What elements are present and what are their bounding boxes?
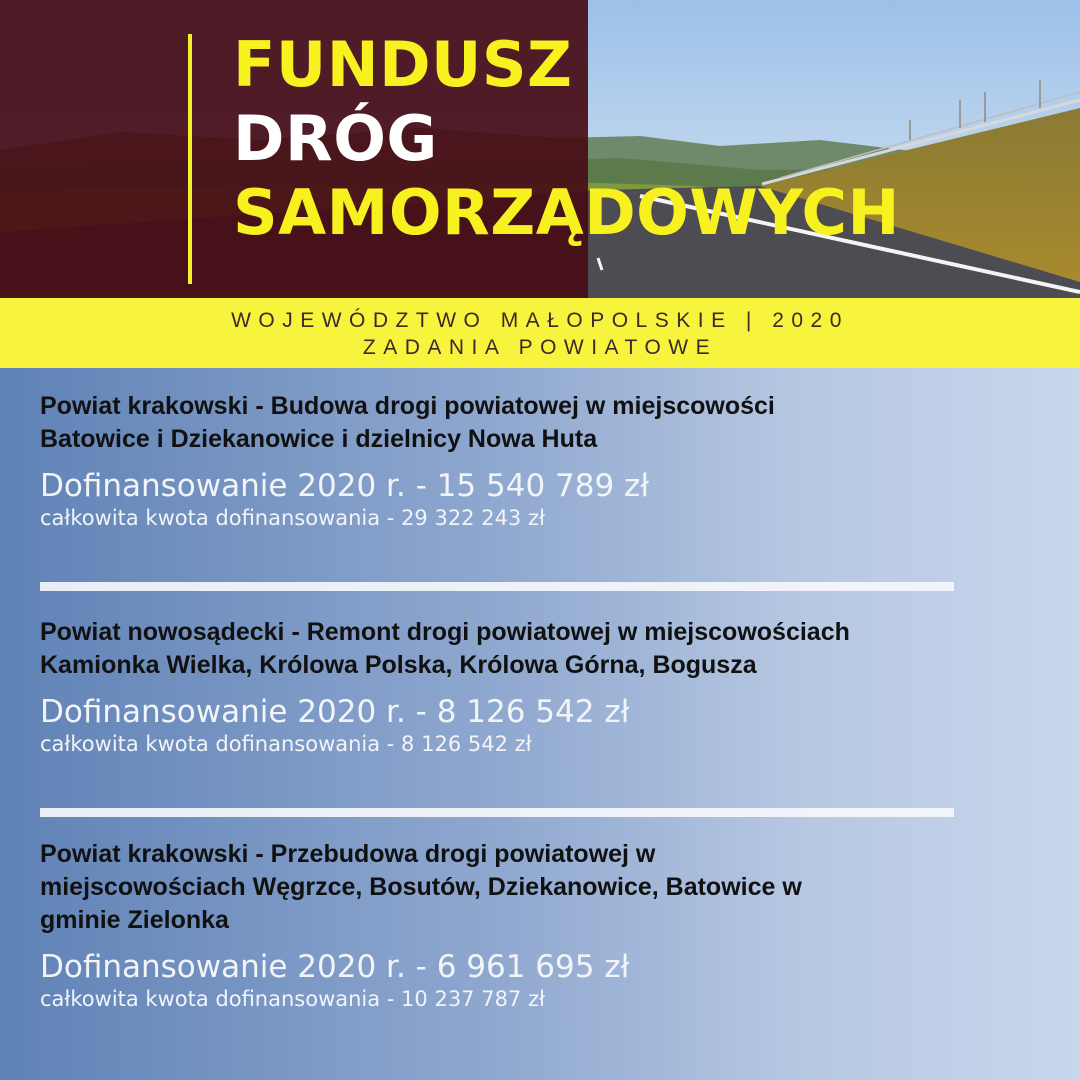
task-item-2 bbox=[40, 616, 1070, 756]
task-description: Powiat krakowski - Przebudowa drogi powiatowej w miejscowościach Węgrzce, Bosutów, Dziekanowice, Batowice w gminie Zielonka bbox=[40, 840, 802, 934]
title-line-3: SAMORZĄDOWYCH bbox=[233, 176, 900, 249]
task-description: Powiat nowosądecki - Remont drogi powiatowej w miejscowościach Kamionka Wielka, Królowa Polska, Królowa Górna, Bogusza bbox=[40, 618, 850, 679]
title-line-2: DRÓG bbox=[233, 102, 438, 175]
task-total-funding: całkowita kwota dofinansowania - 10 237 787 zł bbox=[40, 987, 545, 1011]
divider bbox=[40, 582, 954, 591]
task-total-funding: całkowita kwota dofinansowania - 8 126 542 zł bbox=[40, 732, 532, 756]
task-item-1 bbox=[40, 390, 1070, 530]
task-item-3 bbox=[40, 838, 1070, 1011]
page-title bbox=[233, 28, 900, 250]
task-total-funding: całkowita kwota dofinansowania - 29 322 243 zł bbox=[40, 506, 545, 530]
tasks-list bbox=[0, 368, 1080, 1080]
subtitle-band bbox=[0, 298, 1080, 368]
subtitle-tasks: ZADANIA POWIATOWE bbox=[362, 336, 718, 359]
subtitle-region-year: WOJEWÓDZTWO MAŁOPOLSKIE | 2020 bbox=[231, 309, 849, 332]
task-description: Powiat krakowski - Budowa drogi powiatowej w miejscowości Batowice i Dziekanowice i dzielnicy Nowa Huta bbox=[40, 392, 775, 453]
task-funding-2020: Dofinansowanie 2020 r. - 8 126 542 zł bbox=[40, 694, 630, 730]
header-banner bbox=[0, 0, 1080, 298]
title-line-1: FUNDUSZ bbox=[233, 28, 573, 101]
divider bbox=[40, 808, 954, 817]
title-accent-bar bbox=[188, 34, 192, 284]
task-funding-2020: Dofinansowanie 2020 r. - 15 540 789 zł bbox=[40, 468, 650, 504]
task-funding-2020: Dofinansowanie 2020 r. - 6 961 695 zł bbox=[40, 949, 630, 985]
